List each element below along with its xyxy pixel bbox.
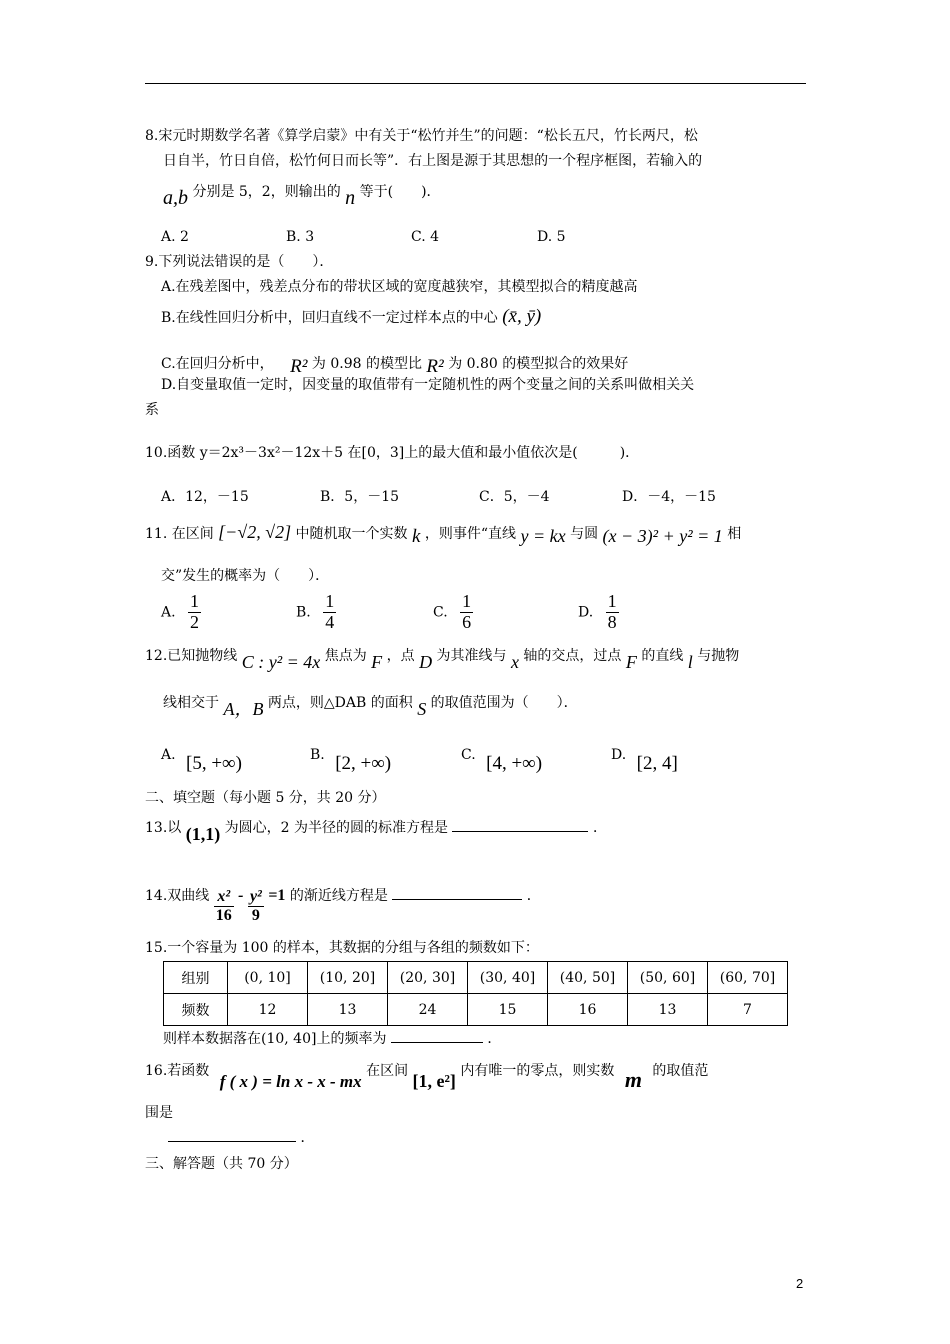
q11-option-c-num: 1 [462, 591, 472, 611]
q12-line2a: 线相交于 [163, 695, 219, 711]
q10-option-a: A．12，－15 [161, 489, 249, 505]
q14-a2: 16 [215, 906, 232, 924]
q11-pre: 11. 在区间 [145, 526, 214, 542]
q11-option-a-den: 2 [190, 611, 200, 632]
q10-option-c: C．5，－4 [479, 489, 550, 505]
q8-option-c: C. 4 [411, 229, 440, 245]
table-row [164, 962, 788, 994]
q12-option-b-value: [2, +∞) [335, 753, 392, 774]
q12-option-c-value: [4, +∞) [486, 753, 543, 774]
q16-pre: 16.若函数 [145, 1063, 210, 1079]
table-header-cell: 组别 [164, 962, 228, 994]
q12-line1 [145, 644, 740, 672]
q16-post: 的取值范 [652, 1063, 709, 1079]
q13-answer-blank[interactable] [452, 831, 588, 832]
table-cell: 13 [308, 994, 388, 1026]
q11-k: k [412, 526, 421, 547]
q14-x2: x² [214, 888, 234, 907]
q12-option-a-label: A. [161, 747, 176, 763]
q12-option-a [161, 743, 242, 774]
q12-t4: 轴的交点，过点 [523, 648, 622, 664]
q9-stem: 9.下列说法错误的是（ ）． [145, 254, 334, 270]
q15-stem: 15.一个容量为 100 的样本，其数据的分组与各组的频数如下： [145, 940, 539, 956]
q14-answer-blank[interactable] [392, 899, 522, 900]
q12-line2 [163, 691, 578, 719]
q12-t1: 焦点为 [324, 648, 367, 664]
q8-line1: 8.宋元时期数学名著《算学启蒙》中有关于“松竹并生”的问题：“松长五尺，竹长两尺，松 [145, 128, 698, 144]
page-number: 2 [796, 1276, 804, 1291]
q9-c1: C.在回归分析中， [161, 356, 274, 372]
q9-option-d-line2: 系 [145, 402, 159, 418]
q15-answer-blank[interactable] [391, 1042, 483, 1043]
q9-c2: 为 0.98 的模型比 [311, 356, 422, 372]
q12-line2c: 的取值范围为（ ）． [430, 695, 578, 711]
q11-option-b-num: 1 [325, 591, 335, 611]
q11-option-b-label: B. [296, 604, 311, 621]
q11-option-a-num: 1 [190, 591, 200, 611]
q8-option-a: A. 2 [161, 229, 189, 245]
q12-focus-f2: F [625, 652, 637, 672]
q8-option-d: D. 5 [537, 229, 566, 245]
q16-mid: 在区间 [366, 1063, 409, 1079]
table-header-cell: (50, 60] [628, 962, 708, 994]
q11-option-a [161, 592, 201, 633]
q12-t6: 与抛物 [697, 648, 740, 664]
q13-center: (1,1) [185, 824, 221, 844]
q16-line1 [145, 1055, 709, 1092]
q11-circle-eq: (x − 3)² + y² = 1 [602, 526, 723, 546]
q12-points-ab: A，B [223, 699, 264, 719]
q9-option-d-line1: D.自变量取值一定时，因变量的取值带有一定随机性的两个变量之间的关系叫做相关关 [161, 377, 695, 393]
q10-stem: 10.函数 y＝2x³－3x²－12x＋5 在[0，3]上的最大值和最小值依次是( )． [145, 445, 640, 461]
table-cell: 12 [228, 994, 308, 1026]
table-header-cell: (20, 30] [388, 962, 468, 994]
q11-option-c [433, 592, 473, 633]
q14-pre: 14.双曲线 [145, 888, 210, 905]
table-header-cell: (60, 70] [708, 962, 788, 994]
q12-focus-f: F [371, 652, 383, 672]
q11-line-eq: y = kx [520, 526, 566, 546]
q12-option-a-value: [5, +∞) [186, 753, 242, 774]
q11-option-c-label: C. [433, 604, 448, 621]
q12-option-d-value: [2, 4] [636, 753, 678, 774]
q12-option-d [611, 743, 678, 774]
q15-tail-text: 则样本数据落在(10, 40]上的频率为 [163, 1031, 387, 1047]
table-cell: 16 [548, 994, 628, 1026]
q9-option-c [161, 352, 628, 375]
q9-option-b [161, 306, 541, 329]
q16-interval: [1, e²] [412, 1071, 456, 1091]
q8-line2: 日自半，竹日自倍，松竹何日而长等”．右上图是源于其思想的一个程序框图，若输入的 [163, 153, 703, 169]
section3-heading: 三、解答题（共 70 分） [145, 1156, 298, 1172]
q8-option-b: B. 3 [286, 229, 315, 245]
table-cell: 15 [468, 994, 548, 1026]
q10-option-d: D．－4，－15 [622, 489, 716, 505]
section2-heading: 二、填空题（每小题 5 分，共 20 分） [145, 790, 386, 806]
q16-end: ． [300, 1130, 315, 1146]
q11-option-b [296, 592, 336, 633]
q14-b2: 9 [251, 906, 260, 924]
table-header-cell: (0, 10] [228, 962, 308, 994]
q16-function: f ( x ) = ln x - x - mx [219, 1072, 362, 1091]
frequency-table [163, 961, 788, 1026]
q9-c3: 为 0.80 的模型拟合的效果好 [448, 356, 629, 372]
q11-line1 [145, 522, 741, 545]
q9-sample-center: (x̄, ȳ) [502, 306, 542, 327]
q11-option-c-den: 6 [462, 611, 472, 632]
q8-line3b: 等于( )． [359, 184, 441, 200]
q13-line [145, 816, 607, 844]
q11-interval: [−√2, √2] [218, 522, 292, 542]
q9-option-b-text: B.在线性回归分析中，回归直线不一定过样本点的中心 [161, 310, 498, 326]
q11-mid1: 中随机取一个实数 [295, 526, 408, 542]
q8-line3 [163, 178, 441, 209]
q11-option-d-num: 1 [607, 591, 617, 611]
q12-x-axis: x [510, 652, 519, 672]
q11-line2: 交”发生的概率为（ ）． [161, 568, 330, 584]
q11-mid3: 与圆 [570, 526, 599, 542]
table-header-cell: (40, 50] [548, 962, 628, 994]
q11-post: 相 [727, 526, 742, 542]
q12-point-d: D [419, 652, 433, 672]
q12-option-c [461, 743, 543, 774]
q16-m: m [624, 1067, 642, 1092]
q13-pre: 13.以 [145, 820, 182, 836]
q14-y2: y² [249, 888, 262, 905]
q16-line3 [168, 1130, 314, 1147]
q11-mid2: ，则事件“直线 [424, 526, 517, 542]
q12-option-b-label: B. [310, 747, 325, 763]
q11-option-d [578, 592, 619, 633]
q15-tail [163, 1031, 501, 1048]
table-row [164, 994, 788, 1026]
q12-t3: 为其准线与 [436, 648, 507, 664]
q9-option-a: A.在残差图中，残差点分布的带状区域的宽度越狭窄，其模型拟合的精度越高 [161, 279, 638, 295]
q14-line [145, 878, 541, 924]
q11-option-a-label: A. [161, 604, 176, 621]
q14-minus: - [238, 887, 244, 905]
q8-n: n [345, 187, 356, 209]
q8-ab: a,b [163, 187, 188, 209]
q12-line-l: l [687, 652, 693, 672]
q13-end: ． [592, 820, 607, 836]
table-cell: 频数 [164, 994, 228, 1026]
q9-r2-second: R² [426, 356, 444, 377]
table-cell: 7 [708, 994, 788, 1026]
q15-end: ． [487, 1031, 502, 1047]
header-rule [145, 83, 806, 84]
q10-option-b: B．5，－15 [320, 489, 400, 505]
q12-t5: 的直线 [641, 648, 684, 664]
q8-line3a: 分别是 5，2，则输出的 [192, 184, 341, 200]
q13-post: 为圆心，2 为半径的圆的标准方程是 [224, 820, 449, 836]
q16-line2: 围是 [145, 1105, 173, 1121]
table-header-cell: (10, 20] [308, 962, 388, 994]
q12-t2: ，点 [386, 648, 415, 664]
q12-area-s: S [417, 699, 427, 719]
q14-eq: =1 [268, 887, 286, 905]
q14-post: 的渐近线方程是 [289, 888, 388, 905]
table-header-cell: (30, 40] [468, 962, 548, 994]
table-cell: 24 [388, 994, 468, 1026]
q11-option-b-den: 4 [325, 611, 335, 632]
q12-pre: 12.已知抛物线 [145, 648, 238, 664]
q12-option-b [310, 743, 392, 774]
q16-mid2: 内有唯一的零点，则实数 [460, 1063, 615, 1079]
q14-end: ． [526, 888, 541, 905]
q12-line2b: 两点，则△DAB 的面积 [267, 695, 413, 711]
q11-option-d-den: 8 [607, 611, 617, 632]
table-cell: 13 [628, 994, 708, 1026]
q11-option-d-label: D. [578, 604, 594, 621]
q9-r2-first: R² [290, 356, 308, 377]
q16-answer-blank[interactable] [168, 1141, 296, 1142]
q12-parabola: C : y² = 4x [241, 652, 321, 672]
q12-option-c-label: C. [461, 747, 476, 763]
q12-option-d-label: D. [611, 747, 627, 763]
